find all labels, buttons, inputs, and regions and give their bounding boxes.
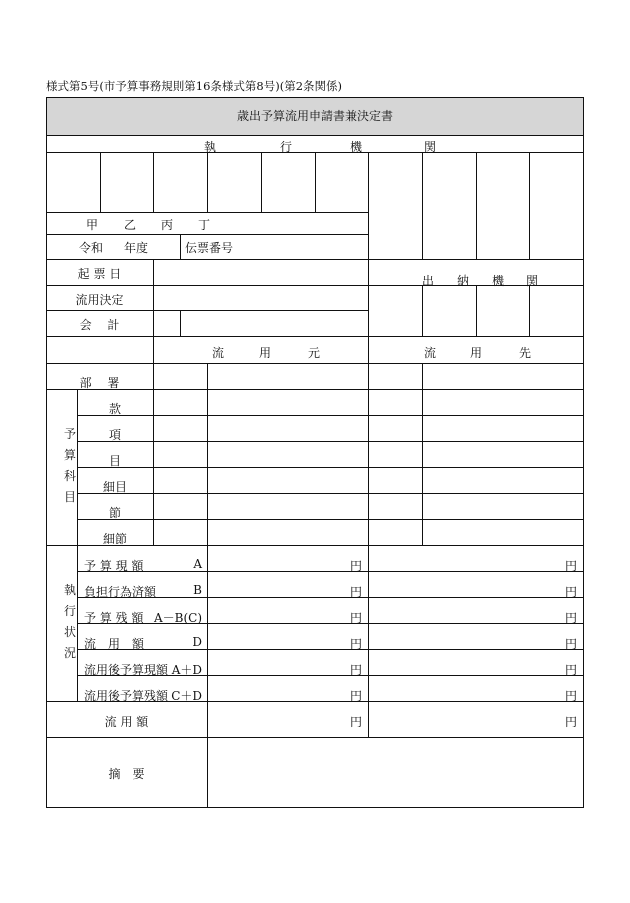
jokyo-label: 予 算 残 額	[84, 611, 144, 625]
kaikei-label: 会 計	[79, 318, 120, 332]
jokyo-code: A	[193, 557, 202, 571]
ryuyo-saki-char: 流	[423, 346, 436, 360]
rule	[207, 152, 208, 212]
hei-char: 丙	[160, 218, 173, 232]
rule	[261, 152, 262, 212]
reiwa-label: 令和	[79, 241, 104, 255]
rule	[422, 363, 423, 545]
ryuyo-moto-char: 元	[307, 346, 320, 360]
form-number-label: 様式第5号(市予算事務規則第16条様式第8号)(第2条関係)	[46, 79, 343, 93]
rule	[46, 363, 584, 364]
yen-unit: 円	[564, 585, 577, 599]
rule	[46, 310, 368, 311]
busho-label: 部 署	[79, 376, 120, 390]
yen-unit: 円	[564, 663, 577, 677]
kamoku-kou: 項	[108, 428, 121, 442]
rule	[476, 285, 477, 336]
kamoku-setsu: 節	[108, 506, 121, 520]
yen-unit: 円	[349, 637, 362, 651]
kou-char: 甲	[85, 218, 98, 232]
yen-unit: 円	[564, 715, 577, 729]
rule	[207, 363, 208, 545]
yosan-kamoku-label: 予 算 科 目	[63, 427, 76, 504]
jokyo-label: 流 用 額	[84, 637, 145, 651]
rule	[46, 259, 584, 260]
jokyo-label: 流用後予算現額	[84, 663, 169, 677]
ryuyo-kettei-label: 流用決定	[75, 293, 124, 307]
ryuyo-saki-char: 先	[518, 346, 531, 360]
rule	[315, 152, 316, 212]
shikko-kikan-char: 行	[279, 140, 292, 154]
rule	[46, 336, 584, 337]
rule	[153, 259, 154, 336]
jokyo-label: 流用後予算残額	[84, 689, 169, 703]
rule	[46, 737, 584, 738]
suinou-kikan-char: 機	[491, 274, 504, 288]
ryuyo-gaku-label: 流 用 額	[104, 715, 149, 729]
rule	[529, 285, 530, 336]
nendo-label: 年度	[124, 241, 149, 255]
ryuyo-moto-char: 用	[258, 346, 271, 360]
jokyo-code: A－B(C)	[153, 611, 202, 625]
kihyo-bi-label: 起 票 日	[77, 267, 122, 281]
shikko-kikan-char: 執	[203, 140, 216, 154]
rule	[368, 545, 369, 737]
jokyo-label: 負担行為済額	[84, 585, 157, 599]
suinou-kikan-char: 関	[525, 274, 538, 288]
yen-unit: 円	[564, 689, 577, 703]
rule	[46, 212, 368, 213]
rule	[529, 152, 530, 259]
jokyo-code: A＋D	[171, 663, 202, 677]
rule	[476, 152, 477, 259]
suinou-kikan-char: 出	[421, 274, 434, 288]
suinou-kikan-char: 納	[456, 274, 469, 288]
jokyo-label: 予 算 現 額	[84, 559, 144, 573]
kamoku-saimoku: 細目	[102, 480, 127, 494]
yen-unit: 円	[349, 663, 362, 677]
kamoku-kan: 款	[108, 402, 121, 416]
otsu-char: 乙	[123, 218, 136, 232]
tekiyo-label: 摘 要	[108, 767, 145, 781]
shikko-jokyo-label: 執 行 状 況	[63, 583, 76, 660]
jokyo-code: D	[192, 635, 202, 649]
yen-unit: 円	[564, 637, 577, 651]
yen-unit: 円	[349, 689, 362, 703]
ryuyo-moto-char: 流	[211, 346, 224, 360]
rule	[368, 152, 369, 336]
rule	[100, 152, 101, 212]
rule	[422, 285, 423, 336]
rule	[207, 737, 208, 808]
rule	[422, 152, 423, 259]
shikko-kikan-char: 機	[349, 140, 362, 154]
ryuyo-saki-char: 用	[469, 346, 482, 360]
yen-unit: 円	[349, 611, 362, 625]
yen-unit: 円	[564, 611, 577, 625]
rule	[46, 234, 368, 235]
kamoku-moku: 目	[108, 454, 121, 468]
tei-char: 丁	[197, 218, 210, 232]
rule	[368, 336, 369, 545]
rule	[207, 545, 208, 737]
yen-unit: 円	[564, 559, 577, 573]
shikko-kikan-char: 関	[423, 140, 436, 154]
jokyo-code: B	[193, 583, 202, 597]
rule	[180, 310, 181, 336]
denpyo-bango-label: 伝票番号	[185, 241, 234, 255]
kamoku-saisetsu: 細節	[102, 532, 127, 546]
rule	[180, 234, 181, 259]
jokyo-code: C＋D	[171, 689, 202, 703]
yen-unit: 円	[349, 585, 362, 599]
rule	[153, 152, 154, 212]
yen-unit: 円	[349, 559, 362, 573]
yen-unit: 円	[349, 715, 362, 729]
form-title: 歳出予算流用申請書兼決定書	[236, 109, 393, 123]
rule	[153, 336, 154, 545]
